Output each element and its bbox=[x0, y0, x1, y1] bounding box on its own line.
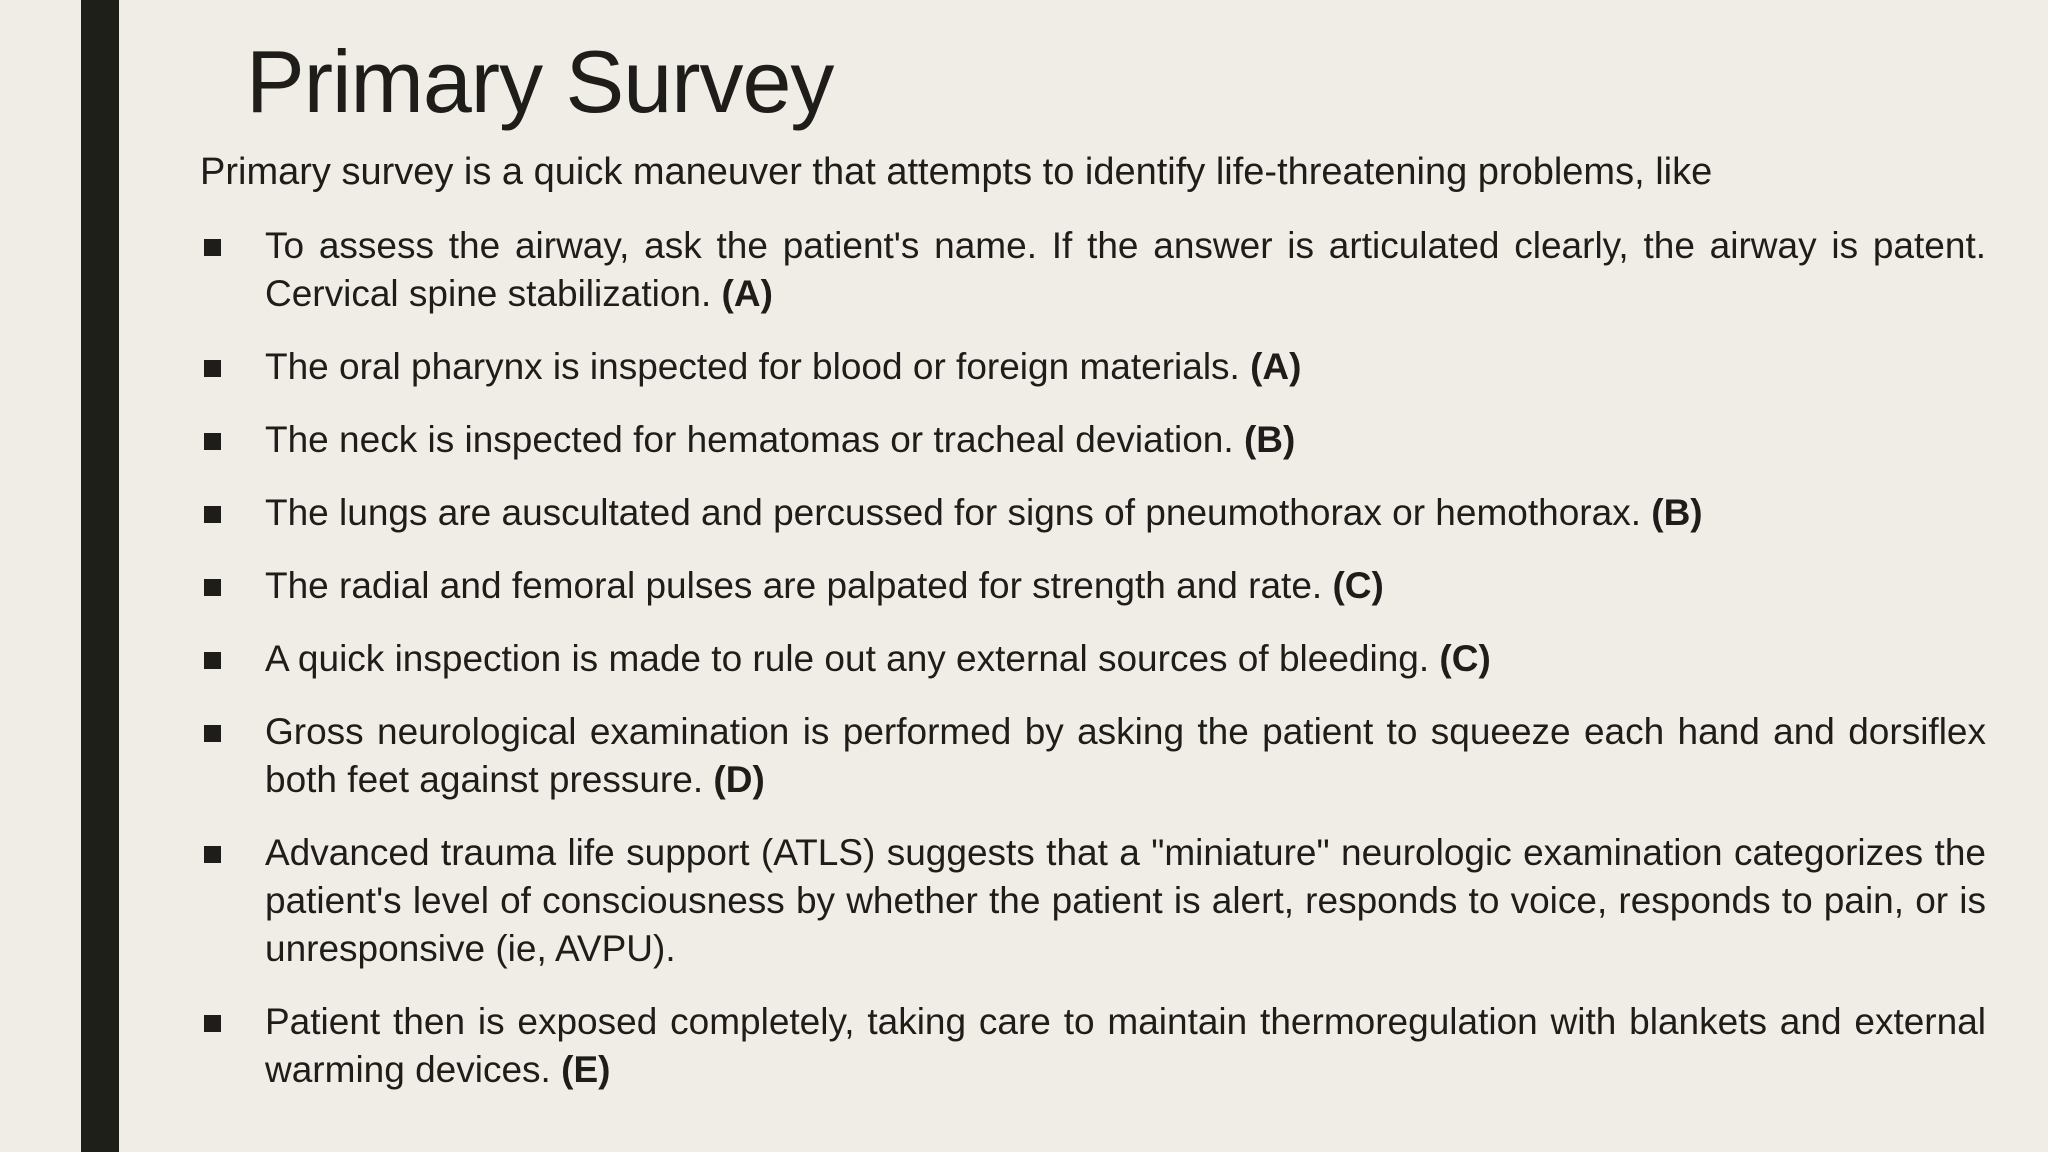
bullet-item-neurological-exam bbox=[200, 708, 1986, 804]
bullet-tag: (B) bbox=[1243, 419, 1296, 460]
bullet-item-bleeding-inspection bbox=[200, 635, 1986, 683]
bullet-text: Patient then is exposed completely, taking care to maintain thermoregulation with blankets and external warming devices. bbox=[265, 1001, 1986, 1090]
bullet-item-oral-pharynx bbox=[200, 343, 1986, 391]
square-bullet-icon bbox=[204, 846, 221, 863]
bullet-tag: (C) bbox=[1332, 565, 1384, 606]
bullet-text: Advanced trauma life support (ATLS) suggests that a "miniature" neurologic examination categorizes the patient's level of consciousness by whether the patient is alert, responds to voice, responds to pain, or is unresponsive (ie, AVPU). bbox=[265, 832, 1986, 969]
bullet-tag: (A) bbox=[1250, 346, 1302, 387]
square-bullet-icon bbox=[204, 433, 221, 450]
bullet-text: The radial and femoral pulses are palpated for strength and rate. bbox=[265, 565, 1323, 606]
bullet-text: A quick inspection is made to rule out any external sources of bleeding. bbox=[265, 638, 1430, 679]
bullet-tag: (D) bbox=[713, 759, 765, 800]
bullet-item-exposure bbox=[200, 998, 1986, 1094]
square-bullet-icon bbox=[204, 506, 221, 523]
square-bullet-icon bbox=[204, 652, 221, 669]
bullet-item-pulse-palpation bbox=[200, 562, 1986, 610]
bullet-list bbox=[200, 222, 1986, 1119]
bullet-text: The neck is inspected for hematomas or tracheal deviation. bbox=[265, 419, 1234, 460]
intro-text: Primary survey is a quick maneuver that attempts to identify life-threatening problems, like bbox=[200, 151, 1713, 193]
square-bullet-icon bbox=[204, 239, 221, 256]
slide-title: Primary Survey bbox=[246, 32, 834, 131]
bullet-tag: (A) bbox=[721, 273, 773, 314]
bullet-item-neck-inspection bbox=[200, 416, 1986, 464]
bullet-text: Gross neurological examination is performed by asking the patient to squeeze each hand and dorsiflex both feet against pressure. bbox=[265, 711, 1986, 800]
square-bullet-icon bbox=[204, 360, 221, 377]
bullet-text: To assess the airway, ask the patient's name. If the answer is articulated clearly, the airway is patent. Cervical spine stabilization. bbox=[265, 225, 1986, 314]
square-bullet-icon bbox=[204, 1015, 221, 1032]
accent-side-bar bbox=[81, 0, 119, 1152]
bullet-text: The oral pharynx is inspected for blood or foreign materials. bbox=[265, 346, 1240, 387]
bullet-item-atls-avpu bbox=[200, 829, 1986, 973]
bullet-item-airway-assessment bbox=[200, 222, 1986, 318]
bullet-item-lung-auscultation bbox=[200, 489, 1986, 537]
bullet-tag: (E) bbox=[561, 1049, 611, 1090]
bullet-text: The lungs are auscultated and percussed for signs of pneumothorax or hemothorax. bbox=[265, 492, 1641, 533]
bullet-tag: (B) bbox=[1651, 492, 1703, 533]
square-bullet-icon bbox=[204, 725, 221, 742]
bullet-tag: (C) bbox=[1439, 638, 1491, 679]
square-bullet-icon bbox=[204, 579, 221, 596]
